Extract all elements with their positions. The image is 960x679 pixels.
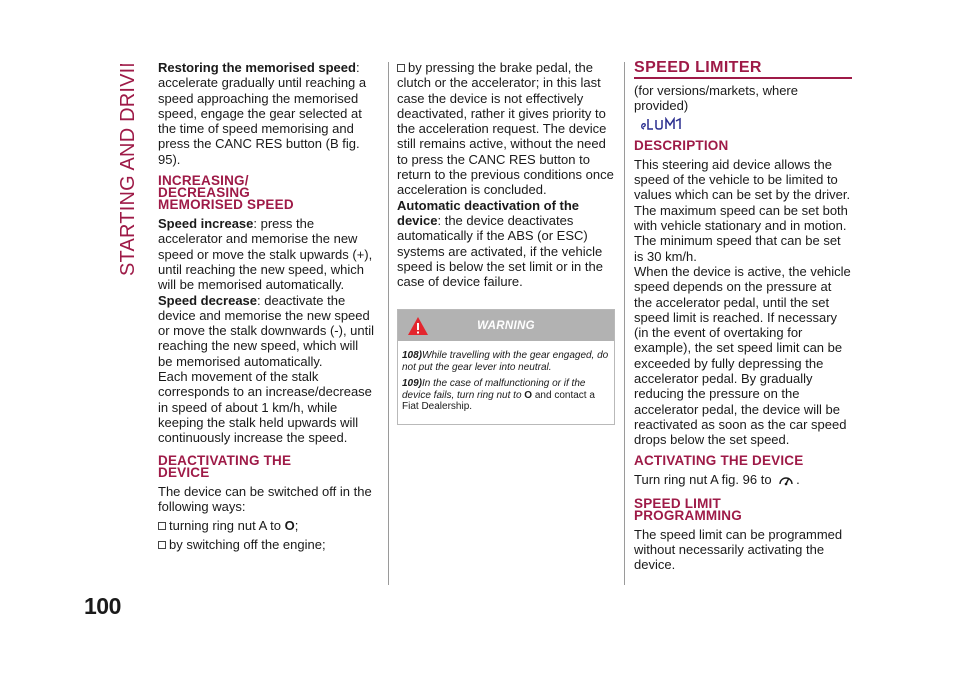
- paragraph: Automatic deactivation of the device: the device deactivates automatically if the ABS (or ESC) systems are activated, if the vehicle speed is below the set limit or in the case of device failure.: [397, 197, 603, 290]
- paragraph: Each movement of the stalk corresponds to an increase/decrease in speed of about 1 km/h, while keeping the stalk held upwards will continuously increase the speed.: [158, 369, 372, 446]
- bold-term: Speed decrease: [158, 292, 258, 308]
- paragraph: This steering aid device allows the speed of the vehicle to be limited to values which can be set by the driver. The maximum speed can be set both with vehicle stationary and in motion. The minimum speed that can be set is 30 km/h.: [634, 156, 851, 264]
- checkbox-bullet-icon: [158, 522, 166, 530]
- bold-term: Speed increase: [158, 216, 254, 232]
- bullet-item: by pressing the brake pedal, the clutch or the accelerator; in this last case the device is not effectively deactivated, rather it gives priority to the acceleration request. The device still remains active, without the need to press the CANC RES button to return to the previous conditions once acceleration is concluded.: [397, 60, 614, 198]
- speed-limiter-icon: [778, 473, 794, 490]
- main-section-heading: SPEED LIMITER: [634, 59, 762, 76]
- warning-item: 108)While travelling with the gear engaged, do not put the gear lever into neutral.: [402, 350, 609, 373]
- warning-header: [398, 310, 614, 341]
- column-3: [634, 60, 852, 573]
- bold-term: Automatic deactivation of the device: [397, 197, 580, 228]
- checkbox-bullet-icon: [397, 64, 405, 72]
- paragraph: The device can be switched off in the following ways:: [158, 483, 372, 514]
- paragraph: Turn ring nut A fig. 96 to .: [634, 472, 852, 490]
- paragraph: Restoring the memorised speed: accelerate gradually until reaching a speed approaching the memorised speed, engage the gear selected at the time of speed memorising and press the CANC RES button (B fig. 95).: [158, 60, 367, 167]
- section-heading: DESCRIPTION: [634, 137, 729, 153]
- bullet-item: turning ring nut A to O;: [158, 518, 376, 533]
- checkbox-bullet-icon: [158, 541, 166, 549]
- heading-underline: [634, 77, 852, 79]
- paragraph: When the device is active, the vehicle speed depends on the pressure at the accelerator pedal, until the set speed limit is reached. If necessary (in the event of overtaking for example), the set speed limit can be exceeded by fully depressing the accelerator pedal. By gradually reducing the pressure on the accelerator pedal, the device will be reactivated as soon as the car speed drops below the set speed.: [634, 263, 851, 448]
- side-section-title: [110, 64, 142, 284]
- warning-box: [397, 309, 615, 425]
- section-heading: DEACTIVATING THE DEVICE: [158, 452, 292, 480]
- paragraph: Speed increase: press the accelerator and memorise the new speed or move the stalk upwards (+), until reaching the new speed, which will be memorised automatically.: [158, 216, 373, 293]
- page-number: 100: [84, 593, 121, 619]
- column-divider: [388, 62, 389, 585]
- warning-body: [398, 341, 614, 424]
- column-1: [158, 60, 376, 553]
- warning-title: WARNING: [477, 320, 535, 333]
- column-divider: [624, 62, 625, 585]
- bold-term: Restoring the memorised speed: [158, 60, 356, 75]
- warning-item: 109)In the case of malfunctioning or if the device fails, turn ring nut to O and contact a Fiat Dealership.: [402, 378, 595, 413]
- subtitle: (for versions/markets, where provided): [634, 83, 798, 114]
- section-heading: SPEED LIMIT PROGRAMMING: [634, 495, 742, 523]
- bullet-item: by switching off the engine;: [158, 537, 376, 552]
- section-heading: ACTIVATING THE DEVICE: [634, 452, 804, 468]
- paragraph: The speed limit can be programmed without necessarily activating the device.: [634, 526, 843, 573]
- section-heading: INCREASING/ DECREASING MEMORISED SPEED: [158, 173, 294, 213]
- elum-logo-icon: [640, 117, 852, 134]
- paragraph: Speed decrease: deactivate the device and memorise the new speed or move the stalk downwards (-), until reaching the new speed, which will be memorised automatically.: [158, 292, 375, 369]
- side-section-title-text: STARTING AND DRIVING: [117, 64, 139, 276]
- column-2: [397, 60, 615, 425]
